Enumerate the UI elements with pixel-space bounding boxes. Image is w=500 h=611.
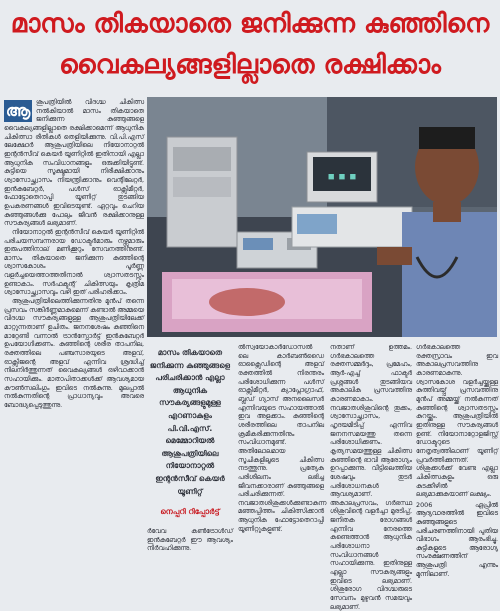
body-paragraph-1: ശുപത്രിയിൽ വിദഗ്ദ്ധ ചികിത്സ നൽകിയാൽ മാസം തികയാതെ ജനിക്കുന്ന കുഞ്ഞുങ്ങളെ വൈകല്യങ്ങളില്ലാതെ രക്ഷിക്കാമെന്ന് ആധുനിക ചികിത്സാ രീതികൾ തെളിയിക്കുന്നു. വി.പി.എസ് ലേക്ഷോർ ആശുപത്രിയിലെ നിയോനാറ്റൽ ഇന്റൻസീവ് കെയർ യൂണിറ്റിൽ ഇതിനായി എല്ലാ ആധുനിക സംവിധാനങ്ങളും ഒരുക്കിയിട്ടുണ്ട്. കുട്ടിയെ സൂക്ഷ്മമായി നിരീക്ഷിക്കാനും ശ്വാസോച്ഛ്വാസം നിയന്ത്രിക്കാനും വെന്റിലേറ്റർ, ഇൻകുബേറ്റർ, പൾസ് ഓക്സിമീറ്റർ, ഫോട്ടോതെറാപ്പി യൂണിറ്റ് തുടങ്ങിയ ഉപകരണങ്ങൾ ഇവിടെയുണ്ട്. ഏറ്റവും ചെറിയ കുഞ്ഞുങ്ങൾക്കു പോലും ജീവൻ രക്ഷിക്കാനുള്ള സൗകര്യങ്ങൾ ലഭ്യമാണ്. — [4, 98, 144, 228]
byline-text: നെപ്പറി റിപ്പോർട്ട് — [160, 507, 220, 517]
column-c-text: നതാണ് ഉത്തമം. ഗർഭകാലത്തെ രക്തസമ്മർദ്ദം, പ്രമേഹം, ആർ-എച്ച് ഫാക്ടർ പ്രശ്നങ്ങൾ തുടങ്ങിയവ അകാലിക പ്രസവത്തിനു കാരണമാകാം. നവജാതശിശുവിന്റെ തൂക്കം, ശ്വാസോച്ഛ്വാസം, ഹൃദയമിടിപ്പ് എന്നിവ ജനനസമയത്തു തന്നെ പരിശോധിക്കണം. കൃത്യസമയത്തുള്ള ചികിത്സ കുഞ്ഞിന്റെ ഭാവി ആരോഗ്യം ഉറപ്പാക്കുന്നു. വീട്ടിലെത്തിയ ശേഷവും തുടർ പരിശോധനകൾ ആവശ്യമാണ്. അകാലപ്രസവം, ഗർഭസ്ഥ ശിശുവിന്റെ വളർച്ചാ മുരടിപ്പ്, ജനിതക രോഗങ്ങൾ എന്നിവ നേരത്തെ കണ്ടെത്താൻ ആധുനിക പരിശോധനാ സംവിധാനങ്ങൾ സഹായിക്കുന്നു. ഇതിനുള്ള എല്ലാ സൗകര്യങ്ങളും ഇവിടെ ലഭ്യമാണ്. ശിശുരോഗ വിദഗ്ദ്ധരുടെ സേവനം മുഴുവൻ സമയവും ലഭ്യമാണ്. — [330, 343, 412, 611]
body-paragraph-3: ആശുപത്രിയിലെത്തിക്കുന്നതിനു മുൻപ് തന്നെ പ്രസവം സങ്കീർണ്ണമാകുമെന്ന് കണ്ടാൽ അമ്മയെ വിദഗ്ദ്ധ സൗകര്യങ്ങളുള്ള ആശുപത്രിയിലേക്ക് മാറ്റുന്നതാണ് ഉചിതം. ജനനശേഷം കുഞ്ഞിനെ മാറ്റേണ്ടി വന്നാൽ ട്രാൻസ്പോർട്ട് ഇൻകുബേറ്റർ ഉപയോഗിക്കണം. കുഞ്ഞിന്റെ ശരീര താപനില, രക്തത്തിലെ പഞ്ചസാരയുടെ അളവ്, ഓക്സിജന്റെ അളവ് എന്നിവ ശ്രദ്ധിച്ച് നിലനിർത്തുന്നത് വൈകല്യങ്ങൾ ഒഴിവാക്കാൻ സഹായിക്കും. മാതാപിതാക്കൾക്ക് ആവശ്യമായ കൗൺസലിംഗും ഇവിടെ നൽകുന്നു. മുലപ്പാൽ നൽകുന്നതിന്റെ പ്രാധാന്യവും അവരെ ബോദ്ധ്യപ്പെടുത്തുന്നു. — [4, 297, 144, 409]
column-d-footer: 2006 ഏപ്രിൽ ആദ്യവാരത്തിൽ ഇവിടെ കുഞ്ഞുങ്ങളുടെ പരിചരണത്തിനായി പുതിയ വിഭാഗം ആരംഭിച്ചു. കുട്ടികളുടെ ആരോഗ്യ സംരക്ഷണത്തിന് ആശുപത്രി എന്നും മുന്നിലാണ്. — [416, 500, 498, 578]
column-b-text: ൽസ്വയോകാർഡോസൽ ലെ കാർബൺഡൈ ഓക്സൈഡിന്റെ അളവ് രക്തത്തിൽ നിരന്തരം പരിശോധിക്കുന്ന പൾസ് ഓക്സിമീറ്റർ, ക്യാപ്നോഗ്രാഫ്, ബ്ലഡ് ഗ്യാസ് അനലൈസർ എന്നിവയുടെ സഹായത്താൽ ഇവ അളക്കാം. കുഞ്ഞിന്റെ ശരീരത്തിലെ താപനില ക്രമീകരിക്കുന്നതിനും സംവിധാനമുണ്ട്. അതിലോലമായ സൂചികളിലൂടെ ചികിത്സ നടത്തുന്നു. പ്രത്യേക പരിശീലനം ലഭിച്ച ജീവനക്കാരാണ് കുഞ്ഞുങ്ങളെ പരിചരിക്കുന്നത്. നവജാതശിശുക്കൾക്കുണ്ടാകുന്ന മഞ്ഞപ്പിത്തം ചികിത്സിക്കാൻ ആധുനിക ഫോട്ടോതെറാപ്പി യൂണിറ്റുകളുണ്ട്. — [238, 343, 327, 533]
left-column — [4, 98, 144, 604]
nicu-photo-illustration — [147, 97, 497, 337]
column-b — [238, 343, 327, 603]
column-d — [416, 343, 498, 603]
body-paragraph-2: നിയോനാറ്റൽ ഇന്റൻസീവ് കെയർ യൂണിറ്റിൽ പരിചയസമ്പന്നരായ ഡോക്ടർമാരും നഴ്സുമാരും ഇരുപത്തിനാല് മണിക്കൂറും സേവനത്തിനുണ്ട്. മാസം തികയാതെ ജനിക്കുന്ന കുഞ്ഞിന്റെ ശ്വാസകോശം പൂർണ്ണ വളർച്ചയെത്താത്തതിനാൽ ശ്വാസതടസ്സം ഉണ്ടാകാം. സർഫക്ടന്റ് ചികിത്സയും കൃത്രിമ ശ്വാസോച്ഛ്വാസവും വഴി ഇത് പരിഹരിക്കാം. — [4, 227, 144, 297]
column-a-text: ർവേവ കൺട്രോൾഡ് ഇൻകുബേറ്റർ ഈ ആവശ്യം നിർവഹിക്കുന്നു. — [147, 527, 233, 553]
pull-quote: മാസം തികയാതെ ജനിക്കുന്ന കുഞ്ഞുങ്ങളെ പരിചരിക്കാൻ എല്ലാ ആധുനിക സൗകര്യങ്ങളുമുള്ള എറണാകുളം പി.വി.എസ്. മെമ്മോറിയൽ ആശുപത്രിയിലെ നിയോനാറ്റൽ ഇന്റൻസീവ് കെയർ യൂണിറ്റ് — [149, 348, 231, 496]
column-a — [147, 343, 233, 603]
column-c — [330, 343, 412, 611]
headline — [0, 0, 500, 96]
drop-cap: ആ — [5, 101, 31, 120]
column-d-text: ഗർഭകാലത്തെ രക്തസ്രാവം ഇവ അകാലപ്രസവത്തിനു കാരണമാകുന്നു. ശ്വാസകോശ വളർച്ചയ്ക്കുള്ള കുത്തിവയ്പ്പ് പ്രസവത്തിനു മുൻപ് അമ്മയ്ക്ക് നൽകുന്നത് കുഞ്ഞിന്റെ ശ്വാസതടസ്സം കുറയ്ക്കും. ആശുപത്രിയിൽ ഇതിനുള്ള സൗകര്യങ്ങൾ ഉണ്ട്. നിയോനാറ്റോളജിസ്റ്റ് ഡോക്ടറുടെ നേതൃത്വത്തിലാണ് യൂണിറ്റ് പ്രവർത്തിക്കുന്നത്. ശിശുക്കൾക്ക് വേണ്ട എല്ലാ ചികിത്സകളും ഒരു കുടക്കീഴിൽ ലഭ്യമാക്കുകയാണ് ലക്ഷ്യം. — [416, 343, 498, 499]
monitor-screen-text: ■ ■ ■ — [328, 172, 356, 182]
headline-line-1: മാസം തികയാതെ ജനിക്കുന്ന കുഞ്ഞിനെ — [10, 9, 490, 39]
nicu-photo — [147, 97, 497, 337]
headline-line-2: വൈകല്യങ്ങളില്ലാതെ രക്ഷിക്കാം — [59, 50, 441, 80]
byline — [147, 506, 233, 517]
